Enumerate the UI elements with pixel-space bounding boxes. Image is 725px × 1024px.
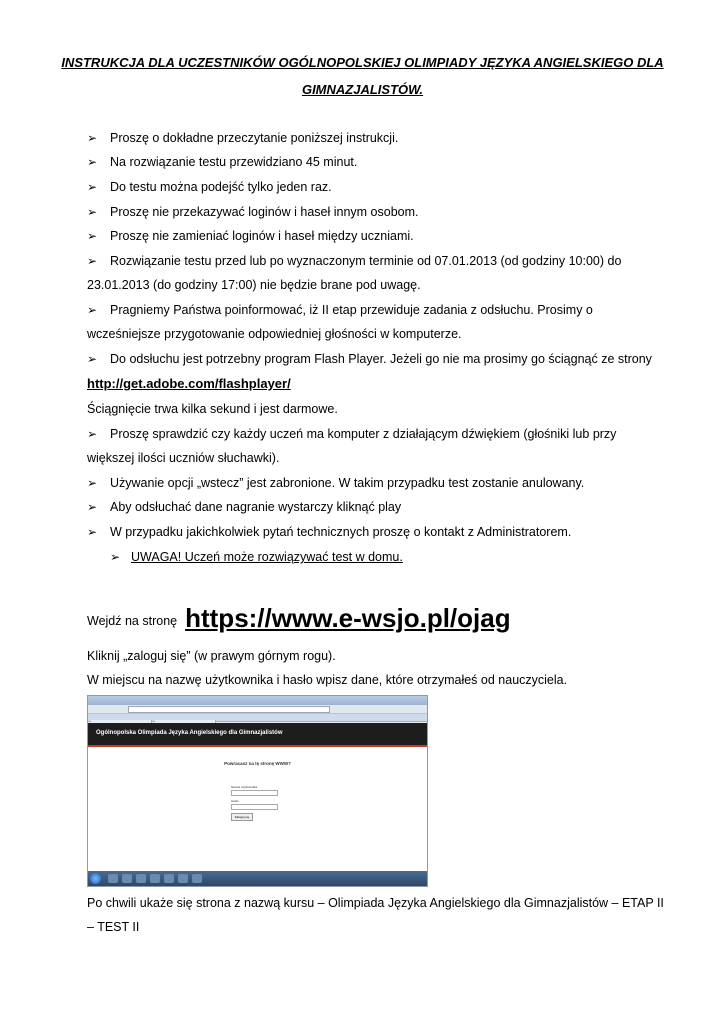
arrow-bullet-icon: ➢ bbox=[87, 180, 98, 194]
login-page-screenshot bbox=[87, 695, 428, 887]
login-heading: Powracasz na tę stronę WWW? bbox=[224, 761, 291, 766]
arrow-bullet-icon: ➢ bbox=[87, 254, 98, 268]
taskbar-app-icon bbox=[192, 874, 202, 883]
flash-player-link[interactable]: http://get.adobe.com/flashplayer/ bbox=[87, 376, 291, 391]
arrow-bullet-icon: ➢ bbox=[87, 525, 98, 539]
arrow-bullet-icon: ➢ bbox=[87, 205, 98, 219]
list-item-continuation: większej ilości uczniów słuchawki). bbox=[87, 451, 280, 465]
login-button: Zaloguj się bbox=[231, 813, 253, 821]
arrow-bullet-icon: ➢ bbox=[87, 229, 98, 243]
go-to-site bbox=[87, 603, 677, 636]
list-item: ➢ Do odsłuchu jest potrzebny program Flash Player. Jeżeli go nie ma prosimy go ściągnąć ze strony bbox=[87, 352, 652, 366]
browser-titlebar bbox=[88, 696, 427, 705]
title-line-1: INSTRUKCJA DLA UCZESTNIKÓW OGÓLNOPOLSKIEJ OLIMPIADY JĘZYKA ANGIELSKIEGO DLA bbox=[61, 55, 664, 70]
windows-taskbar bbox=[88, 871, 427, 886]
banner-title: Ogólnopolska Olimpiada Języka Angielskiego dla Gimnazjalistów bbox=[96, 730, 283, 736]
list-item-warning: ➢ UWAGA! Uczeń może rozwiązywać test w domu. bbox=[110, 550, 403, 564]
list-item: ➢ Proszę nie przekazywać loginów i haseł innym osobom. bbox=[87, 205, 419, 219]
url-field bbox=[128, 706, 330, 713]
list-item: ➢ Rozwiązanie testu przed lub po wyznaczonym terminie od 07.01.2013 (od godziny 10:00) do bbox=[87, 254, 622, 268]
browser-tabs bbox=[88, 714, 427, 722]
arrow-bullet-icon: ➢ bbox=[87, 427, 98, 441]
username-field bbox=[231, 790, 278, 796]
arrow-bullet-icon: ➢ bbox=[87, 476, 98, 490]
download-note: Ściągnięcie trwa kilka sekund i jest darmowe. bbox=[87, 402, 338, 416]
start-button-icon bbox=[90, 873, 101, 884]
arrow-bullet-icon: ➢ bbox=[87, 352, 98, 366]
arrow-bullet-icon: ➢ bbox=[87, 131, 98, 145]
list-item: ➢ Na rozwiązanie testu przewidziano 45 minut. bbox=[87, 155, 358, 169]
taskbar-app-icon bbox=[122, 874, 132, 883]
browser-address-bar bbox=[88, 705, 427, 714]
go-to-label: Wejdź na stronę bbox=[87, 614, 178, 628]
list-item: ➢ Używanie opcji „wstecz” jest zabronione. W takim przypadku test zostanie anulowany. bbox=[87, 476, 585, 490]
password-field bbox=[231, 804, 278, 810]
enter-credentials-text: W miejscu na nazwę użytkownika i hasło wpisz dane, które otrzymałeś od nauczyciela. bbox=[87, 673, 568, 687]
title-line-2: GIMNAZJALISTÓW. bbox=[301, 82, 424, 97]
arrow-bullet-icon: ➢ bbox=[110, 550, 121, 564]
site-banner bbox=[88, 723, 427, 745]
username-label: Nazwa użytkownika bbox=[231, 785, 258, 789]
site-url-link[interactable]: https://www.e-wsjo.pl/ojag bbox=[185, 603, 511, 633]
list-item: ➢ W przypadku jakichkolwiek pytań technicznych proszę o kontakt z Administratorem. bbox=[87, 525, 572, 539]
list-item: ➢ Aby odsłuchać dane nagranie wystarczy kliknąć play bbox=[87, 500, 402, 514]
taskbar-app-icon bbox=[164, 874, 174, 883]
list-item: ➢ Pragniemy Państwa poinformować, iż II etap przewiduje zadania z odsłuchu. Prosimy o bbox=[87, 303, 593, 317]
click-login-text: Kliknij „zaloguj się” (w prawym górnym rogu). bbox=[87, 649, 336, 663]
closing-line-2: – TEST II bbox=[87, 920, 140, 934]
login-form-area bbox=[88, 747, 427, 871]
arrow-bullet-icon: ➢ bbox=[87, 303, 98, 317]
closing-line-1: Po chwili ukaże się strona z nazwą kursu – Olimpiada Języka Angielskiego dla Gimnazjalistów – ETAP II bbox=[87, 896, 664, 910]
list-item: ➢ Proszę sprawdzić czy każdy uczeń ma komputer z działającym dźwiękiem (głośniki lub przy bbox=[87, 427, 617, 441]
list-item-continuation: wcześniejsze przygotowanie odpowiedniej głośności w komputerze. bbox=[87, 327, 462, 341]
taskbar-app-icon bbox=[178, 874, 188, 883]
arrow-bullet-icon: ➢ bbox=[87, 500, 98, 514]
arrow-bullet-icon: ➢ bbox=[87, 155, 98, 169]
taskbar-app-icon bbox=[150, 874, 160, 883]
taskbar-app-icon bbox=[108, 874, 118, 883]
list-item-continuation: 23.01.2013 (do godziny 17:00) nie będzie brane pod uwagę. bbox=[87, 278, 421, 292]
list-item: ➢ Proszę nie zamieniać loginów i haseł między uczniami. bbox=[87, 229, 414, 243]
list-item: ➢ Proszę o dokładne przeczytanie poniższej instrukcji. bbox=[87, 131, 399, 145]
taskbar-app-icon bbox=[136, 874, 146, 883]
list-item: ➢ Do testu można podejść tylko jeden raz. bbox=[87, 180, 332, 194]
password-label: Hasło bbox=[231, 799, 239, 803]
